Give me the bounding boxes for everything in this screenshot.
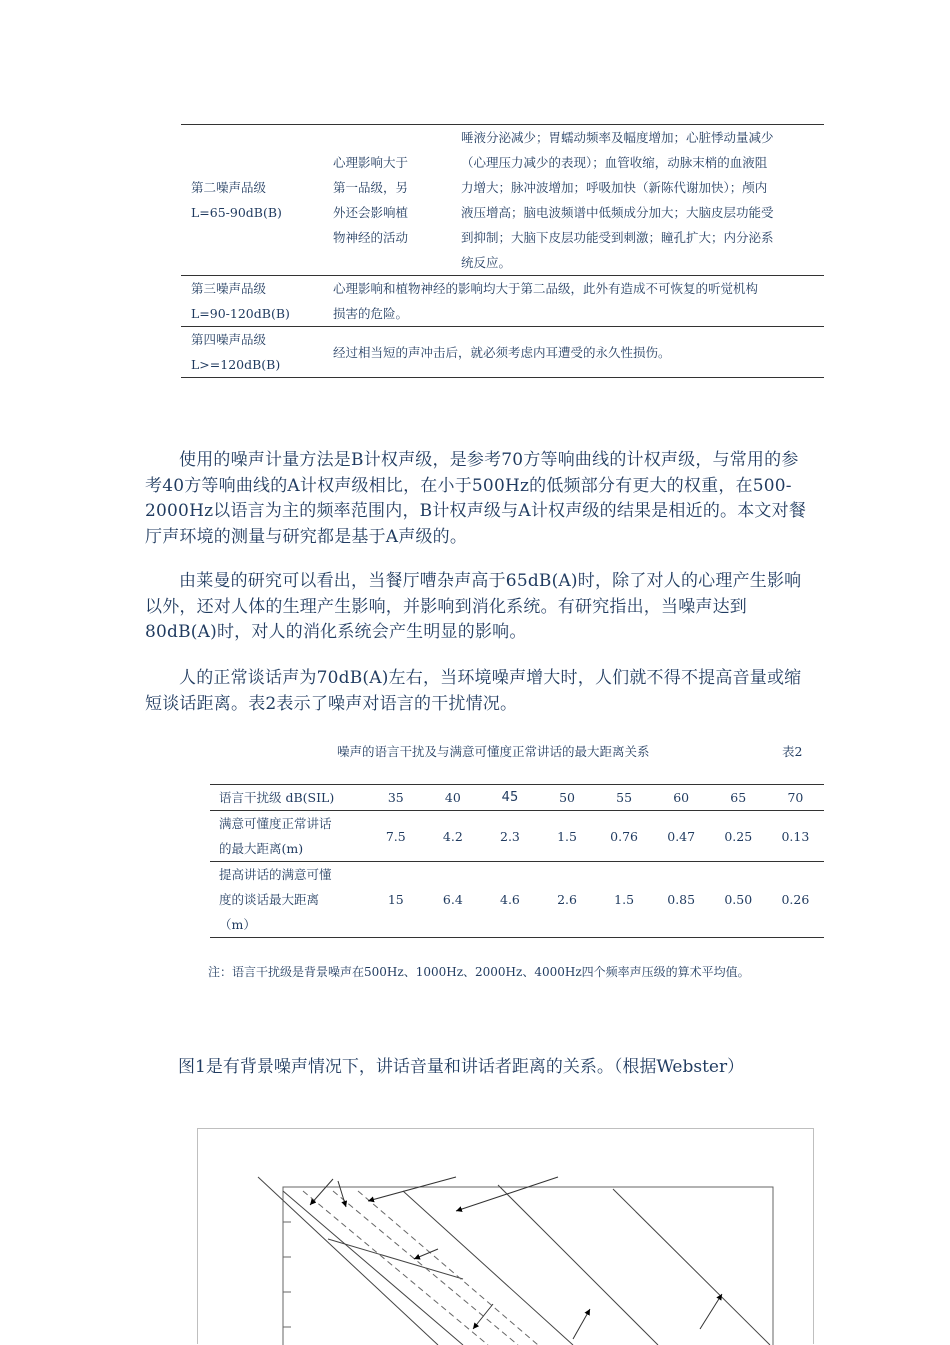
table-caption: 噪声的语言干扰及与满意可懂度正常讲话的最大距离关系 (337, 744, 650, 759)
row-label-line: 提高讲话的满意可懂 (219, 867, 332, 882)
value-cell: 0.25 (724, 828, 753, 844)
value-cell: 4.2 (442, 828, 463, 844)
body-paragraph: 由莱曼的研究可以看出，当餐厅嘈杂声高于65dB(A)时，除了对人的心理产生影响以外，还对人体的生理产生影响，并影响到消化系统。有研究指出，当噪声达到80dB(A)时，对人的消化系统会产生明显的影响。 (145, 571, 802, 642)
row-label-line: 的最大距离(m) (219, 841, 304, 856)
row-label (210, 862, 367, 938)
effects-line: 心理影响和植物神经的影响均大于第二品级，此外有造成不可恢复的听觉机构 (333, 281, 759, 296)
value-cell: 1.5 (557, 828, 577, 844)
table-header-row (210, 785, 824, 811)
value-cell: 4.6 (500, 892, 520, 907)
psych-line: 外还会影响植 (333, 205, 409, 220)
value-cell: 7.5 (385, 828, 406, 844)
table-row (181, 276, 824, 327)
table-row (181, 125, 824, 276)
level-name: 第二噪声品级 (191, 180, 267, 195)
value-cell: 6.4 (442, 892, 463, 907)
value-cell: 0.76 (610, 828, 639, 844)
value-cell: 15 (387, 892, 404, 907)
effects-cell (451, 125, 824, 276)
level-cell: 70 (787, 790, 804, 805)
level-cell: 50 (559, 790, 575, 805)
header-label: 语言干扰级 dB(SIL) (219, 790, 335, 805)
effects-line: 液压增高；脑电波频谱中低频成分加大；大脑皮层功能受 (461, 205, 774, 220)
body-paragraph: 人的正常谈话声为70dB(A)左右，当环境噪声增大时，人们就不得不提高音量或缩短谈话距离。表2表示了噪声对语言的干扰情况。 (145, 668, 802, 714)
level-range: L=65-90dB(B) (191, 205, 282, 220)
psych-line: 第一品级，另 (333, 180, 409, 195)
level-name: 第三噪声品级 (191, 281, 267, 296)
effects-line: 统反应。 (461, 255, 512, 270)
row-label (210, 811, 367, 862)
value-cell: 1.5 (614, 892, 635, 907)
row-label-line: 度的谈话最大距离 (219, 892, 320, 907)
speech-interference-table (210, 784, 824, 938)
effects-line: 经过相当短的声冲击后，就必须考虑内耳遭受的永久性损伤。 (333, 344, 671, 360)
level-cell: 40 (444, 790, 461, 805)
level-cell: 45 (501, 790, 519, 805)
effects-cell (323, 276, 824, 327)
table-row (181, 327, 824, 378)
effects-cell (323, 327, 824, 378)
value-cell: 0.47 (667, 828, 696, 844)
value-cell: 0.26 (781, 892, 810, 907)
level-cell: 35 (387, 790, 404, 805)
row-label-line: （m） (219, 917, 256, 932)
psych-line: 物神经的活动 (333, 230, 409, 245)
row-label-line: 满意可懂度正常讲话 (219, 816, 332, 831)
value-cell: 2.6 (557, 892, 577, 907)
noise-level-table (181, 124, 824, 378)
level-range: L>=120dB(B) (191, 357, 281, 372)
level-cell (181, 276, 323, 327)
level-range: L=90-120dB(B) (191, 306, 290, 321)
level-name: 第四噪声品级 (191, 332, 267, 347)
body-paragraph: 使用的噪声计量方法是B计权声级，是参考70方等响曲线的计权声级，与常用的参考40方等响曲线的A计权声级相比，在小于500Hz的低频部分有更大的权重，在500-2000Hz以语言为主的频率范围内，B计权声级与A计权声级的结果是相近的。本文对餐厅声环境的测量与研究都是基于A声级的。 (145, 450, 807, 547)
psych-cell (323, 125, 451, 276)
level-cell (181, 327, 323, 378)
figure-caption: 图1是有背景噪声情况下，讲话音量和讲话者距离的关系。（根据Webster） (178, 1057, 745, 1077)
effects-line: （心理压力减少的表现）；血管收缩，动脉末梢的血液阻 (461, 155, 768, 170)
level-cell: 55 (616, 790, 633, 805)
value-cell: 0.50 (724, 892, 753, 907)
figure-frame (197, 1128, 814, 1344)
effects-line: 力增大；脉冲波增加；呼吸加快（新陈代谢加快）；颅内 (461, 180, 768, 195)
distance-curves (258, 1177, 770, 1345)
dashed-curves (303, 1191, 538, 1345)
table-row (210, 862, 824, 938)
table-row (210, 811, 824, 862)
y-ticks (283, 1222, 291, 1327)
value-cell: 0.13 (781, 828, 810, 844)
level-cell (181, 125, 323, 276)
value-cell: 0.85 (667, 892, 696, 907)
effects-line: 损害的危险。 (333, 306, 409, 321)
table-number: 表2 (782, 744, 803, 759)
annotation-arrows (310, 1177, 722, 1339)
psych-line: 心理影响大于 (333, 155, 409, 170)
figure-plot (198, 1129, 815, 1345)
table-note: 注：语言干扰级是背景噪声在500Hz、1000Hz、2000Hz、4000Hz四个频率声压级的算术平均值。 (208, 965, 750, 979)
value-cell: 2.3 (500, 828, 520, 844)
level-cell: 65 (730, 790, 747, 805)
effects-line: 唾液分泌减少；胃蠕动频率及幅度增加；心脏悸动量减少 (461, 130, 774, 145)
effects-line: 到抑制；大脑下皮层功能受到刺激；瞳孔扩大；内分泌系 (461, 230, 774, 245)
level-cell: 60 (673, 790, 690, 805)
